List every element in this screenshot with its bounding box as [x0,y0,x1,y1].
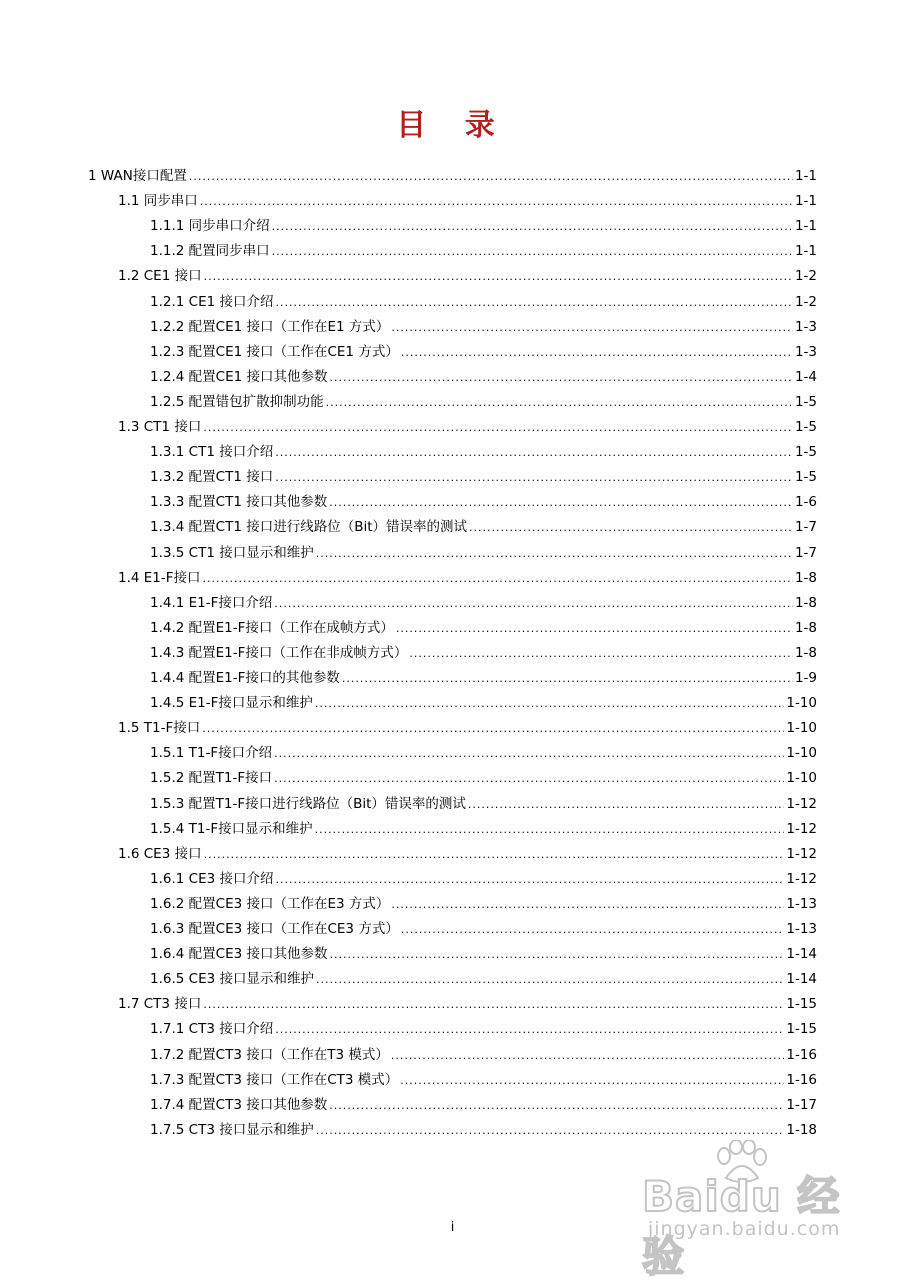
toc-entry-label: 1.2.3 配置CE1 接口（工作在CE1 方式） [150,343,399,360]
toc-entry-label: 1.2 CE1 接口 [118,268,202,285]
toc-entry[interactable] [118,190,817,212]
toc-leader-dots [275,870,784,890]
toc-entry-label: 1.4.5 E1-F接口显示和维护 [150,695,313,712]
toc-leader-dots [275,443,793,463]
toc-entry-label: 1.3.2 配置CT1 接口 [150,469,274,486]
toc-entry-page: 1-16 [786,1071,817,1088]
toc-entry[interactable] [150,968,817,990]
toc-leader-dots [272,242,793,262]
toc-leader-dots [315,694,784,714]
toc-entry-page: 1-10 [786,770,817,787]
toc-entry-label: 1.1.2 配置同步串口 [150,243,270,260]
toc-entry[interactable] [150,943,817,965]
toc-entry[interactable] [118,416,817,438]
toc-entry-label: 1.3 CT1 接口 [118,419,202,435]
toc-entry[interactable] [150,291,817,313]
toc-entry[interactable] [150,1069,817,1091]
toc-leader-dots [326,393,793,413]
toc-entry-label: 1.1.1 同步串口介绍 [150,218,270,235]
toc-entry-page: 1-5 [794,393,817,410]
toc-entry-page: 1-10 [786,720,817,737]
toc-entry-label: 1.3.3 配置CT1 接口其他参数 [150,494,328,511]
toc-leader-dots [274,744,784,764]
toc-leader-dots [275,293,792,313]
toc-entry[interactable] [150,441,817,463]
toc-leader-dots [391,1046,785,1066]
toc-entry[interactable] [150,1018,817,1040]
toc-entry[interactable] [118,567,817,589]
toc-leader-dots [316,1121,785,1141]
toc-entry-label: 1.3.5 CT1 接口显示和维护 [150,544,314,561]
toc-entry-page: 1-5 [794,444,817,461]
toc-entry-label: 1.3.4 配置CT1 接口进行线路位（Bit）错误率的测试 [150,519,467,536]
toc-entry-label: 1.5.3 配置T1-F接口进行线路位（Bit）错误率的测试 [150,795,466,812]
toc-leader-dots [469,518,793,538]
toc-leader-dots [391,318,793,338]
toc-entry-label: 1.5.1 T1-F接口介绍 [150,745,273,762]
toc-entry-page: 1-12 [786,845,817,862]
toc-entry-page: 1-4 [794,368,817,385]
toc-entry-label: 1.7.2 配置CT3 接口（工作在T3 模式） [150,1046,389,1063]
toc-entry[interactable] [150,1119,817,1141]
toc-entry-label: 1.5.4 T1-F接口显示和维护 [150,820,313,837]
toc-leader-dots [189,167,793,187]
toc-entry[interactable] [150,918,817,940]
toc-entry-page: 1-1 [794,168,817,184]
toc-entry-label: 1.3.1 CT1 接口介绍 [150,444,274,461]
toc-leader-dots [400,1071,784,1091]
toc-entry[interactable] [150,617,817,639]
watermark-url: jingyan.baidu.com [648,1218,841,1240]
toc-entry-page: 1-5 [794,469,817,486]
toc-entry[interactable] [150,391,817,413]
baidu-jingyan-watermark [640,1140,870,1281]
toc-leader-dots [204,267,793,287]
toc-entry-label: 1.7 CT3 接口 [118,996,202,1013]
toc-entry[interactable] [150,667,817,689]
toc-entry-page: 1-8 [794,594,817,611]
toc-leader-dots [329,493,793,513]
toc-entry[interactable] [150,366,817,388]
toc-entry[interactable] [150,692,817,714]
toc-leader-dots [275,1020,784,1040]
toc-entry[interactable] [150,491,817,513]
toc-leader-dots [275,468,793,488]
toc-entry-page: 1-15 [786,1021,817,1038]
toc-entry[interactable] [118,993,817,1015]
toc-entry[interactable] [150,592,817,614]
toc-entry-label: 1.5 T1-F接口 [118,720,201,737]
toc-entry[interactable] [118,265,817,287]
toc-entry[interactable] [150,341,817,363]
toc-entry-label: 1.6.1 CE3 接口介绍 [150,870,274,887]
toc-entry[interactable] [150,642,817,664]
toc-entry[interactable] [150,466,817,488]
toc-leader-dots [203,418,793,438]
toc-entry-label: 1.2.2 配置CE1 接口（工作在E1 方式） [150,318,390,335]
toc-leader-dots [329,368,792,388]
toc-entry-label: 1.4.3 配置E1-F接口（工作在非成帧方式） [150,644,408,661]
toc-entry-page: 1-17 [786,1096,817,1113]
toc-entry-label: 1.2.1 CE1 接口介绍 [150,293,274,310]
toc-entry-page: 1-12 [786,870,817,887]
toc-leader-dots [342,669,793,689]
toc-leader-dots [203,995,784,1015]
toc-entry-label: 1.6.2 配置CE3 接口（工作在E3 方式） [150,895,390,912]
page-number: i [450,1220,455,1235]
toc-entry-page: 1-6 [794,494,817,511]
toc-entry[interactable] [150,767,817,789]
toc-entry-label: 1.7.3 配置CT3 接口（工作在CT3 模式） [150,1071,399,1088]
toc-leader-dots [409,644,793,664]
toc-entry-page: 1-8 [794,644,817,661]
toc-entry[interactable] [150,215,817,237]
toc-entry-page: 1-1 [794,193,817,210]
toc-entry-page: 1-1 [794,243,817,260]
toc-entry[interactable] [88,165,817,187]
toc-entry-page: 1-14 [786,946,817,963]
toc-leader-dots [272,217,793,237]
toc-entry-label: 1.5.2 配置T1-F接口 [150,770,273,787]
toc-leader-dots [396,619,793,639]
toc-entry-page: 1-15 [786,996,817,1013]
page-title: 目 录 [396,108,509,143]
toc-entry-page: 1-9 [794,670,817,686]
toc-entry-page: 1-5 [794,419,817,435]
toc-entry-label: 1.2.4 配置CE1 接口其他参数 [150,368,328,385]
toc-leader-dots [274,769,784,789]
toc-entry-label: 1.2.5 配置错包扩散抑制功能 [150,393,324,410]
toc-entry-label: 1.4.4 配置E1-F接口的其他参数 [150,670,340,686]
toc-leader-dots [329,945,784,965]
toc-entry[interactable] [150,240,817,262]
toc-entry-label: 1.4.2 配置E1-F接口（工作在成帧方式） [150,619,394,636]
toc-leader-dots [316,970,784,990]
toc-entry[interactable] [150,516,817,538]
toc-entry-page: 1-3 [794,343,817,360]
toc-leader-dots [401,343,793,363]
toc-entry-page: 1-8 [794,569,817,586]
toc-entry-page: 1-7 [794,519,817,536]
toc-entry-page: 1-10 [786,695,817,712]
toc-leader-dots [204,845,785,865]
watermark-logo-text: Baidu 经验 [642,1172,841,1281]
toc-entry-label: 1.7.5 CT3 接口显示和维护 [150,1121,314,1138]
toc-entry-label: 1.6.4 配置CE3 接口其他参数 [150,946,328,963]
toc-entry[interactable] [118,843,817,865]
toc-leader-dots [315,820,785,840]
toc-entry-page: 1-10 [786,745,817,762]
toc-entry-label: 1.7.4 配置CT3 接口其他参数 [150,1096,328,1113]
toc-entry-page: 1-12 [786,820,817,837]
toc-entry-page: 1-7 [794,544,817,561]
toc-entry[interactable] [150,742,817,764]
toc-entry[interactable] [150,818,817,840]
toc-entry[interactable] [150,542,817,564]
toc-entry-page: 1-16 [786,1046,817,1063]
toc-entry-page: 1-1 [794,218,817,235]
toc-entry[interactable] [150,316,817,338]
toc-entry-label: 1.6 CE3 接口 [118,845,202,862]
toc-leader-dots [202,719,784,739]
toc-entry[interactable] [118,717,817,739]
toc-entry-label: 1.1 同步串口 [118,193,198,210]
toc-entry-label: 1.6.5 CE3 接口显示和维护 [150,971,314,988]
toc-entry-page: 1-18 [786,1121,817,1138]
toc-leader-dots [401,920,785,940]
toc-entry[interactable] [150,1094,817,1116]
toc-entry-page: 1-12 [786,795,817,812]
toc-entry-page: 1-13 [786,895,817,912]
toc-leader-dots [316,544,793,564]
toc-entry-page: 1-3 [794,318,817,335]
toc-entry-label: 1.6.3 配置CE3 接口（工作在CE3 方式） [150,921,399,937]
toc-leader-dots [200,192,793,212]
toc-entry[interactable] [150,893,817,915]
toc-entry[interactable] [150,1044,817,1066]
toc-leader-dots [329,1096,784,1116]
toc-entry-page: 1-2 [794,293,817,310]
toc-entry-label: 1 WAN接口配置 [88,168,187,184]
toc-entry-page: 1-13 [786,921,817,937]
toc-entry-label: 1.7.1 CT3 接口介绍 [150,1021,274,1038]
toc-entry-page: 1-14 [786,971,817,988]
toc-leader-dots [391,895,784,915]
toc-entry-label: 1.4.1 E1-F接口介绍 [150,594,273,611]
toc-entry-page: 1-8 [794,619,817,636]
toc-entry[interactable] [150,793,817,815]
toc-leader-dots [274,594,793,614]
toc-entry-page: 1-2 [794,268,817,285]
toc-entry-label: 1.4 E1-F接口 [118,569,201,586]
toc-leader-dots [468,795,784,815]
toc-entry[interactable] [150,868,817,890]
toc-leader-dots [203,569,793,589]
